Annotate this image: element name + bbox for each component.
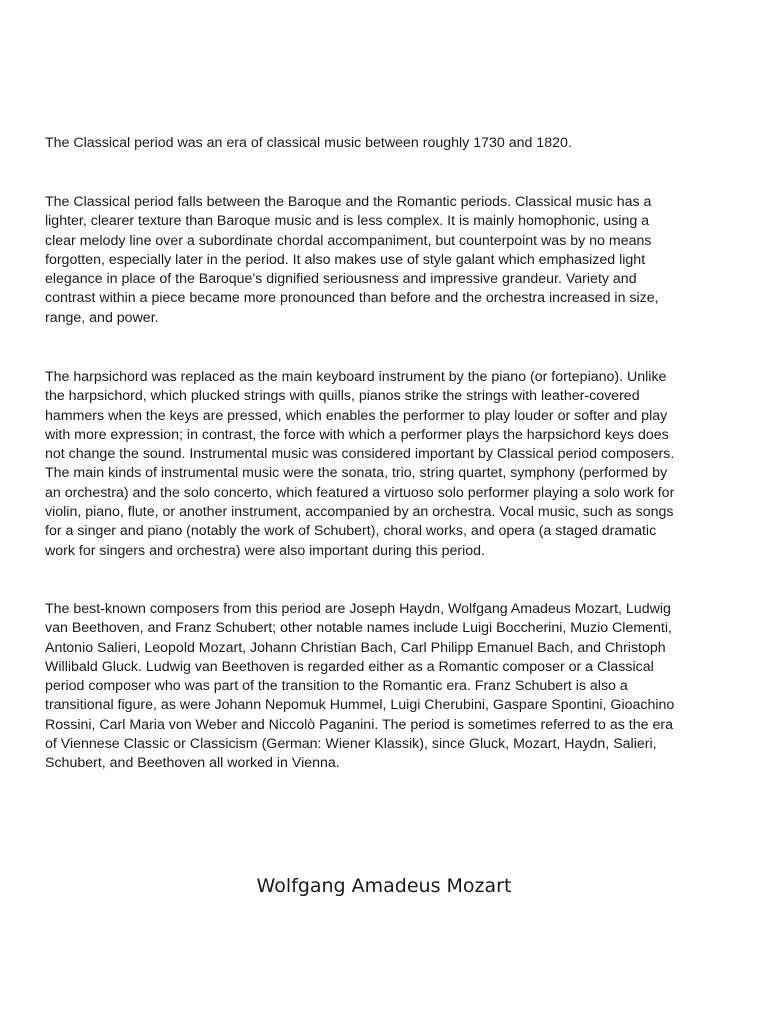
paragraph-intro: The Classical period was an era of classical music between roughly 1730 and 1820. xyxy=(45,135,572,151)
paragraph-instruments: The harpsichord was replaced as the main keyboard instrument by the piano (or fortepiano). Unlike the harpsichord, which plucked strings with quills, pianos strike the strings with leather-covered hammers when the keys are pressed, which enables the performer to play louder or softer and play with more expression; in contrast, the force with which a performer plays the harpsichord keys does not change the sound. Instrumental music was considered important by Classical period composers. The main kinds of instrumental music were the sonata, trio, string quartet, symphony (performed by an orchestra) and the solo concerto, which featured a virtuoso solo performer playing a solo work for violin, piano, flute, or another instrument, accompanied by an orchestra. Vocal music, such as songs for a singer and piano (notably the work of Schubert), choral works, and opera (a staged dramatic work for singers and orchestra) were also important during this period. xyxy=(45,369,675,559)
section-heading: Wolfgang Amadeus Mozart xyxy=(256,875,512,897)
paragraph-classical-texture: The Classical period falls between the Baroque and the Romantic periods. Classical music has a lighter, clearer texture than Baroque music and is less complex. It is mainly homophonic, using a clear melody line over a subordinate chordal accompaniment, but counterpoint was by no means forgotten, especially later in the period. It also makes use of style galant which emphasized light elegance in place of the Baroque's dignified seriousness and impressive grandeur. Variety and contrast within a piece became more pronounced than before and the orchestra increased in size, range, and power. xyxy=(45,194,659,326)
paragraph-composers: The best-known composers from this period are Joseph Haydn, Wolfgang Amadeus Mozart, Ludwig van Beethoven, and Franz Schubert; other notable names include Luigi Boccherini, Muzio Clementi, Antonio Salieri, Leopold Mozart, Johann Christian Bach, Carl Philipp Emanuel Bach, and Christoph Willibald Gluck. Ludwig van Beethoven is regarded either as a Romantic composer or a Classical period composer who was part of the transition to the Romantic era. Franz Schubert is also a transitional figure, as were Johann Nepomuk Hummel, Luigi Cherubini, Gaspare Spontini, Gioachino Rossini, Carl Maria von Weber and Niccolò Paganini. The period is sometimes referred to as the era of Viennese Classic or Classicism (German: Wiener Klassik), since Gluck, Mozart, Haydn, Salieri, Schubert, and Beethoven all worked in Vienna. xyxy=(45,601,675,772)
